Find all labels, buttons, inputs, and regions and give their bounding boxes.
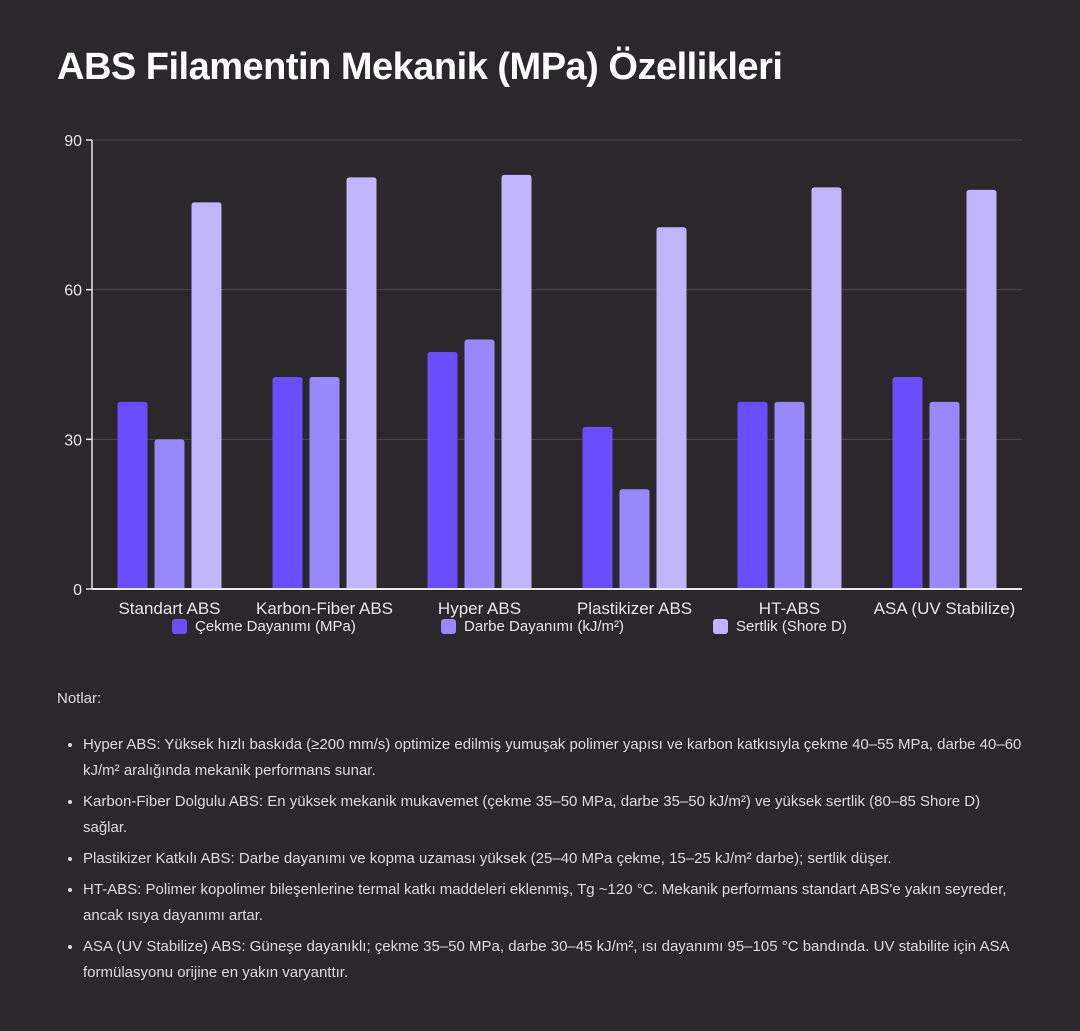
legend-label: Sertlik (Shore D): [736, 618, 847, 635]
bar: [657, 227, 687, 589]
legend-swatch: [441, 619, 456, 634]
bar: [893, 377, 923, 589]
bar: [583, 427, 613, 589]
bar: [310, 377, 340, 589]
bar: [347, 177, 377, 589]
bars: [118, 175, 997, 589]
note-item: • HT-ABS: Polimer kopolimer bileşenlerine termal katkı maddeleri eklenmiş, Tg ~120 °C. Mekanik performans standart ABS'e yakın seyreder, ancak ısıya dayanımı artar.: [83, 877, 1027, 929]
bar: [465, 340, 495, 589]
legend-swatch: [713, 619, 728, 634]
x-tick-label: Karbon-Fiber ABS: [255, 599, 394, 618]
x-tick-label: HT-ABS: [758, 599, 821, 618]
x-tick-label: Standart ABS: [118, 599, 221, 618]
x-tick-label: Hyper ABS: [437, 599, 522, 618]
y-tick-label: 0: [73, 582, 82, 599]
bar: [967, 190, 997, 589]
legend-label: Darbe Dayanımı (kJ/m²): [464, 618, 625, 635]
legend-swatch: [172, 619, 187, 634]
notes-section: [57, 686, 1027, 991]
legend-item: [172, 618, 356, 635]
bar: [930, 402, 960, 589]
chart-title: ABS Filamentin Mekanik (MPa) Özellikleri: [57, 46, 783, 88]
legend-item: [713, 618, 847, 635]
gridlines: [92, 140, 1022, 439]
bar: [428, 352, 458, 589]
note-item: • Plastikizer Katkılı ABS: Darbe dayanımı ve kopma uzaması yüksek (25–40 MPa çekme, 15–25 kJ/m² darbe); sertlik düşer.: [83, 846, 1027, 872]
bar: [273, 377, 303, 589]
notes-heading: Notlar:: [57, 690, 102, 707]
x-tick-label: Plastikizer ABS: [576, 599, 693, 618]
bar: [812, 187, 842, 589]
notes-list: [57, 732, 1027, 986]
y-tick-label: 60: [64, 282, 82, 300]
bar: [738, 402, 768, 589]
bar: [118, 402, 148, 589]
note-item: • ASA (UV Stabilize) ABS: Güneşe dayanıklı; çekme 35–50 MPa, darbe 30–45 kJ/m², ısı dayanımı 95–105 °C bandında. UV stabilite için ASA formülasyonu orijine en yakın varyanttır.: [83, 934, 1027, 986]
bar: [192, 202, 222, 589]
legend-label: Çekme Dayanımı (MPa): [195, 618, 356, 635]
axes: [86, 140, 1022, 589]
y-tick-label: 30: [64, 432, 82, 450]
chart-legend: [0, 618, 1080, 640]
bar: [775, 402, 805, 589]
bar: [502, 175, 532, 589]
bar: [155, 439, 185, 589]
x-tick-label: ASA (UV Stabilize): [873, 599, 1016, 618]
bar: [620, 489, 650, 589]
note-item: • Hyper ABS: Yüksek hızlı baskıda (≥200 mm/s) optimize edilmiş yumuşak polimer yapısı ve karbon katkısıyla çekme 40–55 MPa, darbe 40–60 kJ/m² aralığında mekanik performans sunar.: [83, 732, 1027, 784]
legend-item: [441, 618, 624, 635]
y-tick-label: 90: [64, 133, 82, 150]
note-item: • Karbon-Fiber Dolgulu ABS: En yüksek mekanik mukavemet (çekme 35–50 MPa, darbe 35–50 kJ/m²) ve yüksek sertlik (80–85 Shore D) sağlar.: [83, 789, 1027, 841]
